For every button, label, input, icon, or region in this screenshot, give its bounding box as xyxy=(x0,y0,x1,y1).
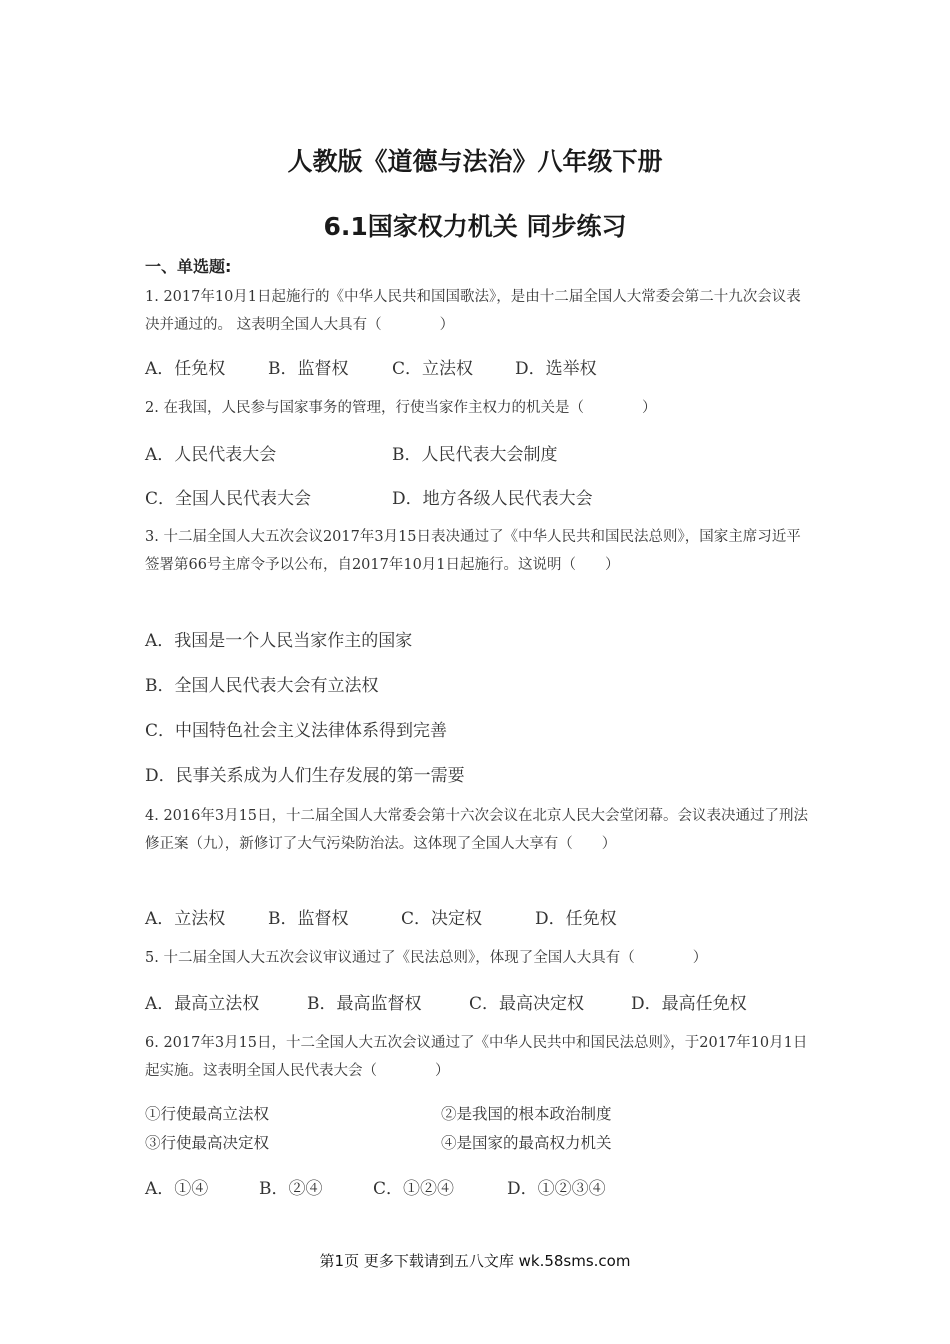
option-d: D．地方各级人民代表大会 xyxy=(392,489,593,509)
option-d: D．①②③④ xyxy=(507,1179,606,1199)
statement-4: ④是国家的最高权力机关 xyxy=(441,1134,612,1152)
option-c: C．决定权 xyxy=(401,909,483,929)
document-subtitle: 6.1国家权力机关 同步练习 xyxy=(323,212,627,241)
question-2-text: 2. 在我国，人民参与国家事务的管理，行使当家作主权力的机关是（ ） xyxy=(145,400,657,416)
section-heading: 一、单选题: xyxy=(145,257,232,276)
option-d: D．任免权 xyxy=(535,909,617,929)
option-b: B．人民代表大会制度 xyxy=(392,445,558,465)
option-c: C．最高决定权 xyxy=(469,994,585,1014)
option-d: D．选举权 xyxy=(515,359,597,379)
statement-1: ①行使最高立法权 xyxy=(145,1105,270,1123)
option-a: A．最高立法权 xyxy=(145,994,260,1014)
question-3-option-d: D．民事关系成为人们生存发展的第一需要 xyxy=(145,766,465,786)
option-a: A．人民代表大会 xyxy=(145,445,277,465)
statement-3: ③行使最高决定权 xyxy=(145,1134,270,1152)
option-a: A．①④ xyxy=(145,1179,209,1199)
document-title: 人教版《道德与法治》八年级下册 xyxy=(287,147,663,176)
question-5-text: 5. 十二届全国人大五次会议审议通过了《民法总则》，体现了全国人大具有（ ） xyxy=(145,950,708,966)
option-d: D．最高任免权 xyxy=(631,994,747,1014)
question-3-option-a: A．我国是一个人民当家作主的国家 xyxy=(145,631,413,651)
page-footer: 第1页 更多下载请到五八文库 wk.58sms.com xyxy=(319,1252,631,1270)
option-c: C．全国人民代表大会 xyxy=(145,489,312,509)
question-6-text: 6. 2017年3月15日，十二全国人大五次会议通过了《中华人民共中和国民法总则》，于2017年10月1日起实施。这表明全国人民代表大会（ ） xyxy=(145,1035,808,1079)
statement-2: ②是我国的根本政治制度 xyxy=(441,1105,612,1123)
option-a: A．任免权 xyxy=(145,359,226,379)
question-3-option-b: B．全国人民代表大会有立法权 xyxy=(145,676,379,696)
option-b: B．监督权 xyxy=(268,909,349,929)
question-1-text: 1. 2017年10月1日起施行的《中华人民共和国国歌法》，是由十二届全国人大常委会第二十九次会议表决并通过的。 这表明全国人大具有（ ） xyxy=(145,289,801,333)
question-4-text: 4. 2016年3月15日，十二届全国人大常委会第十六次会议在北京人民大会堂闭幕。会议表决通过了刑法修正案（九），新修订了大气污染防治法。这体现了全国人大享有（ ） xyxy=(145,808,809,852)
option-b: B．监督权 xyxy=(268,359,349,379)
question-3-text: 3. 十二届全国人大五次会议2017年3月15日表决通过了《中华人民共和国民法总则》，国家主席习近平签署第66号主席令予以公布，自2017年10月1日起施行。这说明（ ） xyxy=(145,529,801,573)
option-b: B．②④ xyxy=(259,1179,323,1199)
option-a: A．立法权 xyxy=(145,909,226,929)
option-c: C．立法权 xyxy=(392,359,474,379)
option-c: C．①②④ xyxy=(373,1179,455,1199)
option-b: B．最高监督权 xyxy=(307,994,422,1014)
question-3-option-c: C．中国特色社会主义法律体系得到完善 xyxy=(145,721,448,741)
